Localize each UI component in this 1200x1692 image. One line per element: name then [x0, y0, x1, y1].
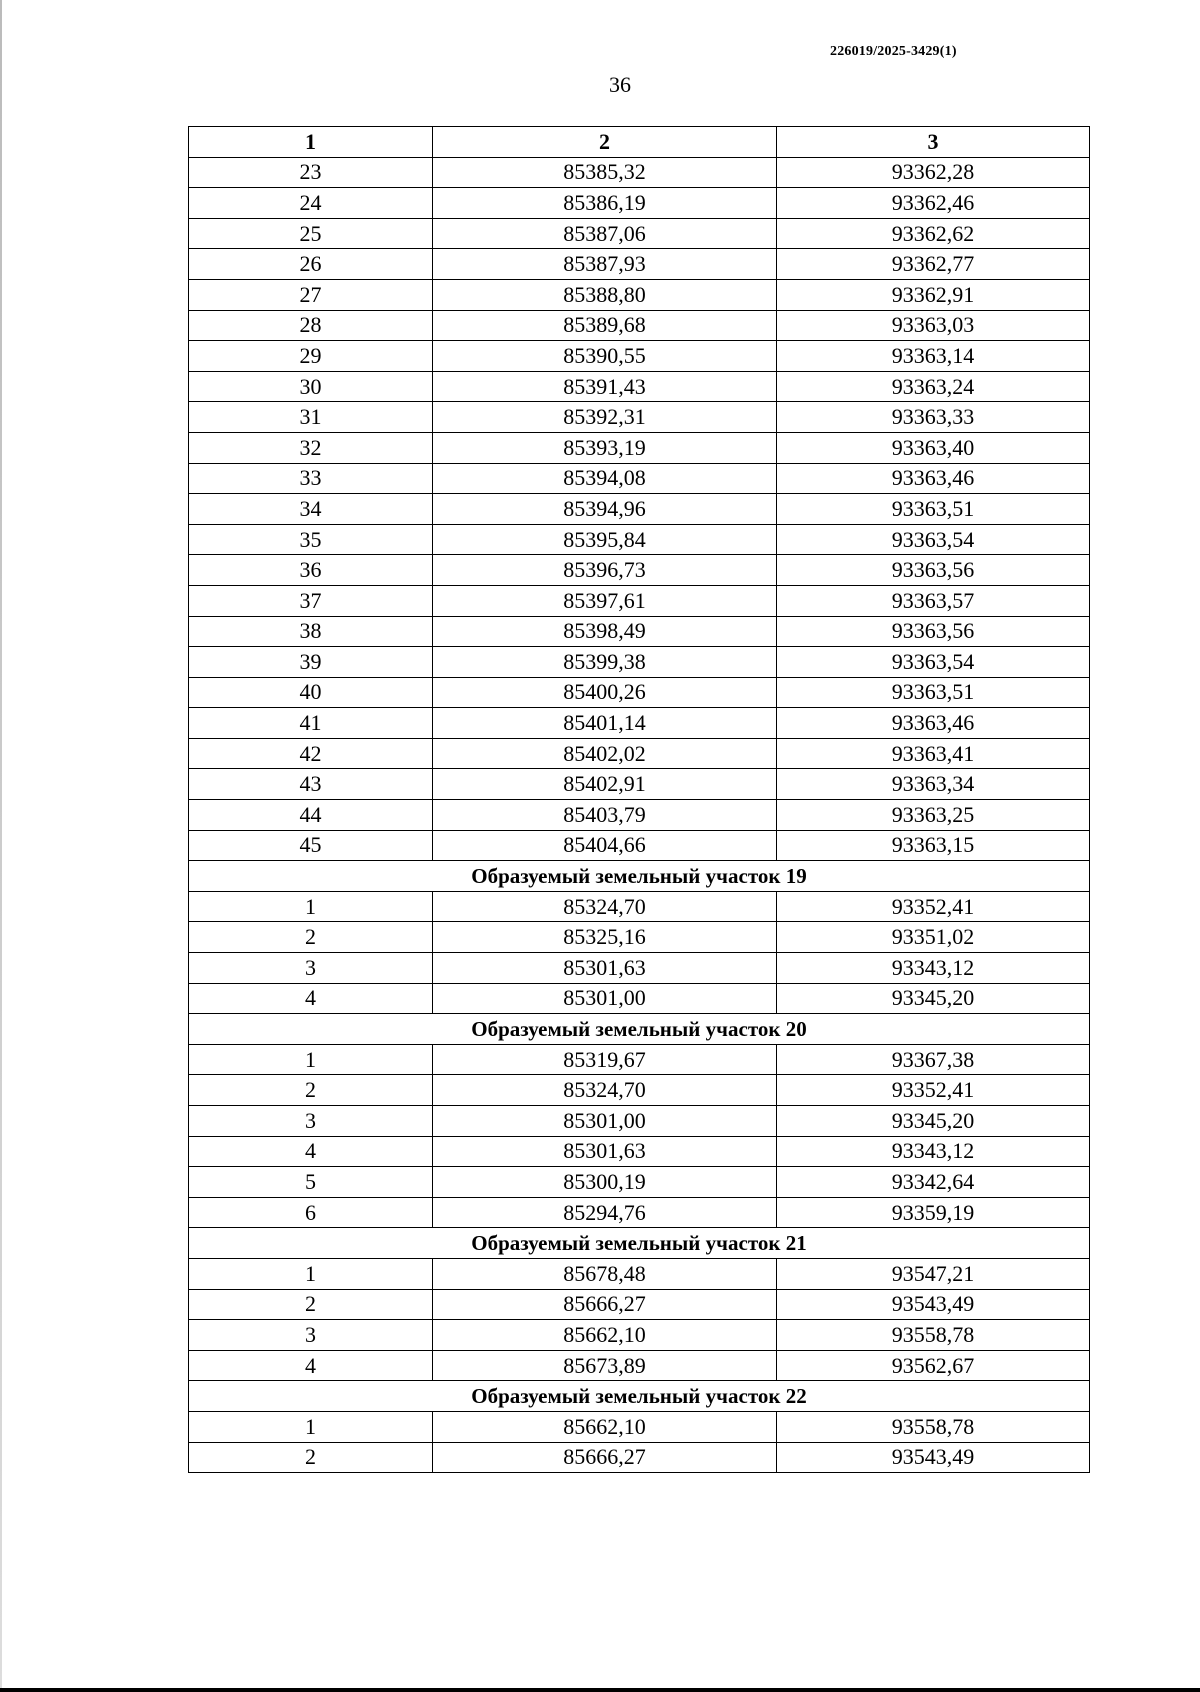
section-row [189, 1014, 1090, 1045]
y-coordinate-cell: 93362,28 [777, 157, 1090, 188]
table-row [189, 218, 1090, 249]
section-row [189, 1228, 1090, 1259]
section-row [189, 861, 1090, 892]
y-coordinate-cell: 93547,21 [777, 1258, 1090, 1289]
section-title: Образуемый земельный участок 20 [189, 1014, 1090, 1045]
table-row [189, 524, 1090, 555]
point-number-cell: 43 [189, 769, 433, 800]
document-number: 226019/2025-3429(1) [830, 44, 957, 59]
x-coordinate-cell: 85393,19 [433, 432, 777, 463]
point-number-cell: 40 [189, 677, 433, 708]
point-number-cell: 3 [189, 1106, 433, 1137]
point-number-cell: 39 [189, 647, 433, 678]
point-number-cell: 41 [189, 708, 433, 739]
x-coordinate-cell: 85394,96 [433, 494, 777, 525]
y-coordinate-cell: 93543,49 [777, 1289, 1090, 1320]
table-row [189, 555, 1090, 586]
table-row [189, 983, 1090, 1014]
section-title: Образуемый земельный участок 22 [189, 1381, 1090, 1412]
x-coordinate-cell: 85387,93 [433, 249, 777, 280]
x-coordinate-cell: 85401,14 [433, 708, 777, 739]
table-header-row [189, 127, 1090, 158]
table-row [189, 188, 1090, 219]
section-row [189, 1381, 1090, 1412]
column-header-1: 1 [189, 127, 433, 158]
y-coordinate-cell: 93363,40 [777, 432, 1090, 463]
point-number-cell: 6 [189, 1197, 433, 1228]
x-coordinate-cell: 85403,79 [433, 800, 777, 831]
scan-left-edge [0, 0, 2, 1692]
y-coordinate-cell: 93363,51 [777, 494, 1090, 525]
y-coordinate-cell: 93363,15 [777, 830, 1090, 861]
table-row [189, 738, 1090, 769]
y-coordinate-cell: 93363,54 [777, 524, 1090, 555]
y-coordinate-cell: 93543,49 [777, 1442, 1090, 1473]
x-coordinate-cell: 85392,31 [433, 402, 777, 433]
y-coordinate-cell: 93363,46 [777, 463, 1090, 494]
y-coordinate-cell: 93362,91 [777, 279, 1090, 310]
point-number-cell: 26 [189, 249, 433, 280]
x-coordinate-cell: 85666,27 [433, 1289, 777, 1320]
table-row [189, 402, 1090, 433]
point-number-cell: 34 [189, 494, 433, 525]
point-number-cell: 33 [189, 463, 433, 494]
point-number-cell: 3 [189, 1320, 433, 1351]
x-coordinate-cell: 85395,84 [433, 524, 777, 555]
x-coordinate-cell: 85387,06 [433, 218, 777, 249]
table-row [189, 708, 1090, 739]
y-coordinate-cell: 93363,56 [777, 616, 1090, 647]
section-title: Образуемый земельный участок 19 [189, 861, 1090, 892]
x-coordinate-cell: 85662,10 [433, 1411, 777, 1442]
column-header-3: 3 [777, 127, 1090, 158]
x-coordinate-cell: 85673,89 [433, 1350, 777, 1381]
table-row [189, 1258, 1090, 1289]
table-body [189, 157, 1090, 1473]
point-number-cell: 42 [189, 738, 433, 769]
y-coordinate-cell: 93363,33 [777, 402, 1090, 433]
point-number-cell: 2 [189, 922, 433, 953]
x-coordinate-cell: 85402,02 [433, 738, 777, 769]
x-coordinate-cell: 85399,38 [433, 647, 777, 678]
y-coordinate-cell: 93345,20 [777, 1106, 1090, 1137]
y-coordinate-cell: 93363,24 [777, 371, 1090, 402]
x-coordinate-cell: 85385,32 [433, 157, 777, 188]
table-row [189, 953, 1090, 984]
y-coordinate-cell: 93362,77 [777, 249, 1090, 280]
y-coordinate-cell: 93352,41 [777, 1075, 1090, 1106]
table-row [189, 249, 1090, 280]
y-coordinate-cell: 93363,51 [777, 677, 1090, 708]
x-coordinate-cell: 85400,26 [433, 677, 777, 708]
table-row [189, 1044, 1090, 1075]
x-coordinate-cell: 85666,27 [433, 1442, 777, 1473]
scan-bottom-edge [0, 1688, 1200, 1692]
x-coordinate-cell: 85388,80 [433, 279, 777, 310]
table-row [189, 1350, 1090, 1381]
table-row [189, 1106, 1090, 1137]
x-coordinate-cell: 85301,00 [433, 983, 777, 1014]
point-number-cell: 29 [189, 341, 433, 372]
table-row [189, 769, 1090, 800]
table-row [189, 891, 1090, 922]
point-number-cell: 32 [189, 432, 433, 463]
point-number-cell: 35 [189, 524, 433, 555]
y-coordinate-cell: 93558,78 [777, 1411, 1090, 1442]
point-number-cell: 25 [189, 218, 433, 249]
point-number-cell: 23 [189, 157, 433, 188]
table-row [189, 616, 1090, 647]
y-coordinate-cell: 93359,19 [777, 1197, 1090, 1228]
point-number-cell: 45 [189, 830, 433, 861]
table-row [189, 800, 1090, 831]
table-row [189, 677, 1090, 708]
x-coordinate-cell: 85319,67 [433, 1044, 777, 1075]
x-coordinate-cell: 85389,68 [433, 310, 777, 341]
x-coordinate-cell: 85325,16 [433, 922, 777, 953]
y-coordinate-cell: 93362,62 [777, 218, 1090, 249]
y-coordinate-cell: 93363,54 [777, 647, 1090, 678]
x-coordinate-cell: 85396,73 [433, 555, 777, 586]
point-number-cell: 5 [189, 1167, 433, 1198]
table-row [189, 1167, 1090, 1198]
y-coordinate-cell: 93352,41 [777, 891, 1090, 922]
y-coordinate-cell: 93363,14 [777, 341, 1090, 372]
section-title: Образуемый земельный участок 21 [189, 1228, 1090, 1259]
x-coordinate-cell: 85390,55 [433, 341, 777, 372]
table-row [189, 1289, 1090, 1320]
x-coordinate-cell: 85301,63 [433, 1136, 777, 1167]
y-coordinate-cell: 93343,12 [777, 953, 1090, 984]
y-coordinate-cell: 93363,03 [777, 310, 1090, 341]
table-row [189, 1136, 1090, 1167]
table-row [189, 157, 1090, 188]
point-number-cell: 44 [189, 800, 433, 831]
point-number-cell: 4 [189, 1136, 433, 1167]
point-number-cell: 37 [189, 585, 433, 616]
point-number-cell: 24 [189, 188, 433, 219]
x-coordinate-cell: 85398,49 [433, 616, 777, 647]
y-coordinate-cell: 93363,57 [777, 585, 1090, 616]
x-coordinate-cell: 85397,61 [433, 585, 777, 616]
x-coordinate-cell: 85662,10 [433, 1320, 777, 1351]
point-number-cell: 27 [189, 279, 433, 310]
x-coordinate-cell: 85678,48 [433, 1258, 777, 1289]
y-coordinate-cell: 93363,34 [777, 769, 1090, 800]
y-coordinate-cell: 93367,38 [777, 1044, 1090, 1075]
x-coordinate-cell: 85402,91 [433, 769, 777, 800]
y-coordinate-cell: 93362,46 [777, 188, 1090, 219]
x-coordinate-cell: 85324,70 [433, 891, 777, 922]
x-coordinate-cell: 85294,76 [433, 1197, 777, 1228]
y-coordinate-cell: 93342,64 [777, 1167, 1090, 1198]
column-header-2: 2 [433, 127, 777, 158]
table-row [189, 1320, 1090, 1351]
point-number-cell: 4 [189, 983, 433, 1014]
table-row [189, 1442, 1090, 1473]
x-coordinate-cell: 85386,19 [433, 188, 777, 219]
table-row [189, 585, 1090, 616]
point-number-cell: 1 [189, 1044, 433, 1075]
point-number-cell: 4 [189, 1350, 433, 1381]
table-row [189, 463, 1090, 494]
table-row [189, 647, 1090, 678]
x-coordinate-cell: 85404,66 [433, 830, 777, 861]
point-number-cell: 31 [189, 402, 433, 433]
point-number-cell: 30 [189, 371, 433, 402]
point-number-cell: 1 [189, 1258, 433, 1289]
x-coordinate-cell: 85300,19 [433, 1167, 777, 1198]
x-coordinate-cell: 85324,70 [433, 1075, 777, 1106]
table-row [189, 1411, 1090, 1442]
point-number-cell: 1 [189, 891, 433, 922]
table-row [189, 371, 1090, 402]
x-coordinate-cell: 85301,00 [433, 1106, 777, 1137]
y-coordinate-cell: 93363,56 [777, 555, 1090, 586]
page-number: 36 [609, 72, 631, 97]
point-number-cell: 2 [189, 1442, 433, 1473]
point-number-cell: 3 [189, 953, 433, 984]
point-number-cell: 2 [189, 1075, 433, 1106]
y-coordinate-cell: 93345,20 [777, 983, 1090, 1014]
table-row [189, 494, 1090, 525]
table-row [189, 1197, 1090, 1228]
point-number-cell: 2 [189, 1289, 433, 1320]
table-row [189, 432, 1090, 463]
point-number-cell: 1 [189, 1411, 433, 1442]
y-coordinate-cell: 93558,78 [777, 1320, 1090, 1351]
x-coordinate-cell: 85394,08 [433, 463, 777, 494]
y-coordinate-cell: 93343,12 [777, 1136, 1090, 1167]
x-coordinate-cell: 85391,43 [433, 371, 777, 402]
y-coordinate-cell: 93363,41 [777, 738, 1090, 769]
x-coordinate-cell: 85301,63 [433, 953, 777, 984]
coordinates-table [188, 126, 1090, 1473]
point-number-cell: 38 [189, 616, 433, 647]
point-number-cell: 28 [189, 310, 433, 341]
table-row [189, 922, 1090, 953]
table-row [189, 830, 1090, 861]
table-row [189, 341, 1090, 372]
y-coordinate-cell: 93363,46 [777, 708, 1090, 739]
table-row [189, 279, 1090, 310]
y-coordinate-cell: 93351,02 [777, 922, 1090, 953]
table-row [189, 310, 1090, 341]
y-coordinate-cell: 93562,67 [777, 1350, 1090, 1381]
table-row [189, 1075, 1090, 1106]
point-number-cell: 36 [189, 555, 433, 586]
y-coordinate-cell: 93363,25 [777, 800, 1090, 831]
